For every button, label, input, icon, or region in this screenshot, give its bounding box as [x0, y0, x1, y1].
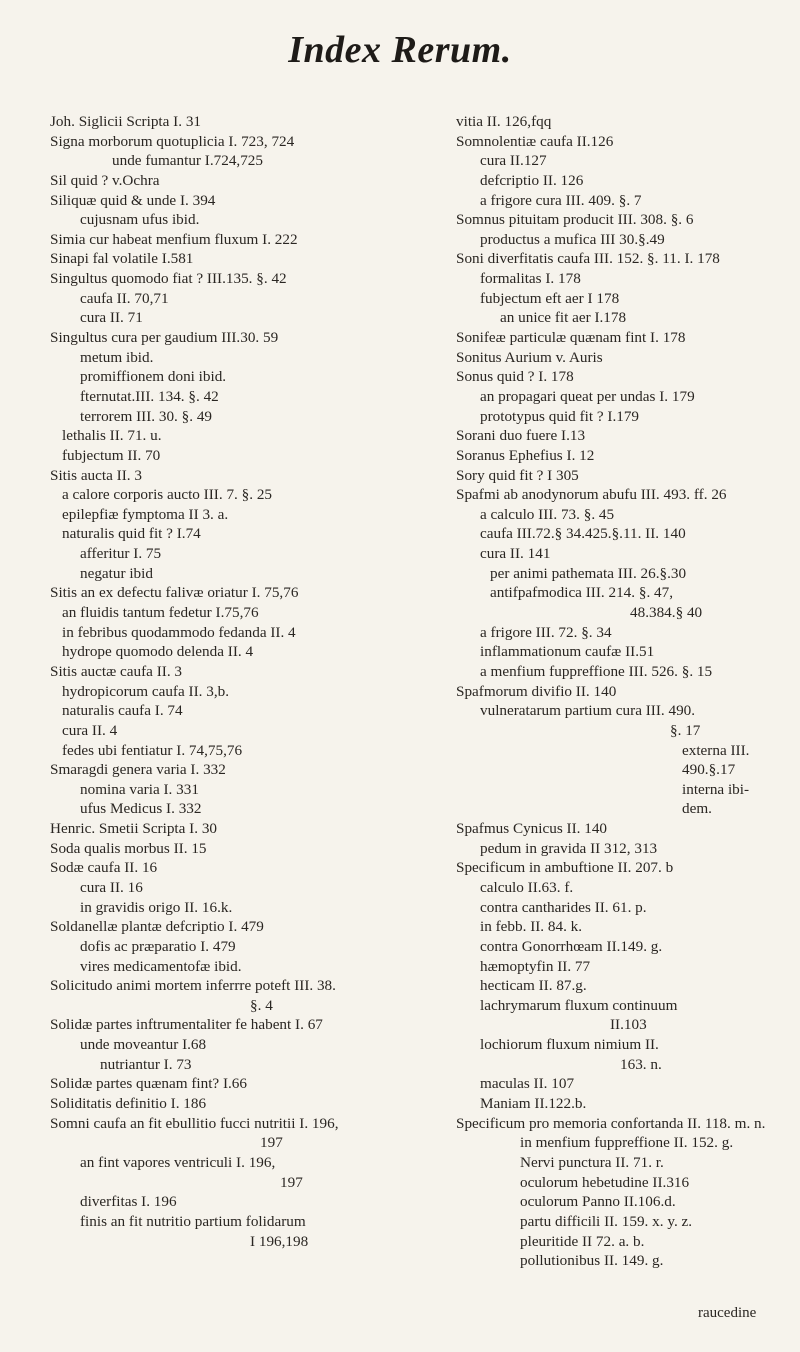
index-entry: fubjectum II. 70 [62, 446, 161, 464]
index-entry: Sonifeæ particulæ quænam fint I. 178 [456, 329, 686, 347]
index-entry: hæmoptyfin II. 77 [480, 957, 591, 975]
index-entry: Sitis aucta II. 3 [50, 466, 142, 484]
right-column [420, 112, 770, 1271]
index-entry: cura II. 4 [62, 721, 118, 739]
index-entry: Sinapi fal volatile I.581 [50, 250, 194, 268]
index-entry: in febb. II. 84. k. [480, 918, 583, 936]
index-entry: caufa II. 70,71 [80, 289, 169, 307]
index-entry: vulneratarum partium cura III. 490. [480, 702, 696, 720]
index-entry: Somnolentiæ caufa II.126 [456, 132, 614, 150]
index-entry: Soldanellæ plantæ defcriptio I. 479 [50, 918, 264, 936]
index-entry: oculorum hebetudine II.316 [520, 1173, 690, 1191]
index-entry: metum ibid. [80, 348, 154, 366]
index-entry: contra cantharides II. 61. p. [480, 898, 647, 916]
index-entry: diverfitas I. 196 [80, 1193, 177, 1211]
index-entry: cura II. 71 [80, 309, 143, 327]
index-entry: fedes ubi fentiatur I. 74,75,76 [62, 741, 243, 759]
index-entry: pedum in gravida II 312, 313 [480, 839, 658, 857]
index-entry: per animi pathemata III. 26.§.30 [490, 564, 687, 582]
index-entry: Sonitus Aurium v. Auris [456, 348, 603, 366]
index-entry: a calore corporis aucto III. 7. §. 25 [62, 486, 273, 504]
index-entry: partu difficili II. 159. x. y. z. [520, 1212, 693, 1230]
index-entry: dem. [682, 800, 712, 818]
index-entry: cujusnam ufus ibid. [80, 211, 200, 229]
index-entry: an unice fit aer I.178 [500, 309, 627, 327]
index-entry: Soni diverfitatis caufa III. 152. §. 11. I. 178 [456, 250, 720, 268]
index-entry: epilepfiæ fymptoma II 3. a. [62, 505, 229, 523]
index-entry: 163. n. [620, 1055, 662, 1073]
index-entry: productus a mufica III 30.§.49 [480, 230, 665, 248]
index-entry: Soliditatis definitio I. 186 [50, 1095, 207, 1113]
index-entry: Sorani duo fuere I.13 [456, 427, 586, 445]
index-entry: an fluidis tantum fedetur I.75,76 [62, 604, 259, 622]
index-entry: nutriantur I. 73 [100, 1055, 192, 1073]
index-entry: Siliquæ quid & unde I. 394 [50, 191, 216, 209]
index-entry: §. 17 [670, 721, 701, 739]
index-entry: naturalis caufa I. 74 [62, 702, 183, 720]
index-entry: vires medicamentofæ ibid. [80, 957, 242, 975]
index-entry: Singultus cura per gaudium III.30. 59 [50, 329, 279, 347]
index-entry: a frigore III. 72. §. 34 [480, 623, 612, 641]
index-entry: defcriptio II. 126 [480, 171, 584, 189]
index-entry: II.103 [610, 1016, 647, 1034]
index-entry: Sitis an ex defectu falivæ oriatur I. 75,76 [50, 584, 299, 602]
index-entry: Solidæ partes inftrumentaliter fe habent I. 67 [50, 1016, 323, 1034]
index-entry: fubjectum eft aer I 178 [480, 289, 620, 307]
index-entry: naturalis quid fit ? I.74 [62, 525, 201, 543]
index-entry: inflammationum caufæ II.51 [480, 643, 655, 661]
index-entry: hydrope quomodo delenda II. 4 [62, 643, 254, 661]
index-entry: Sil quid ? v.Ochra [50, 171, 160, 189]
index-entry: Joh. Siglicii Scripta I. 31 [50, 113, 202, 130]
index-entry: Spafmi ab anodynorum abufu III. 493. ff. 26 [456, 486, 727, 504]
index-entry: antifpafmodica III. 214. §. 47, [490, 584, 674, 602]
index-entry: caufa III.72.§ 34.425.§.11. II. 140 [480, 525, 686, 543]
index-entry: in menfium fuppreffione II. 152. g. [520, 1134, 734, 1152]
index-entry: a calculo III. 73. §. 45 [480, 505, 615, 523]
index-entry: a menfium fuppreffione III. 526. §. 15 [480, 662, 713, 680]
index-entry: terrorem III. 30. §. 49 [80, 407, 213, 425]
index-entry: interna ibi- [682, 780, 750, 798]
index-entry: unde moveantur I.68 [80, 1036, 207, 1054]
index-entry: lethalis II. 71. u. [62, 427, 162, 445]
index-entry: lochiorum fluxum nimium II. [480, 1036, 659, 1054]
index-entry: Sonus quid ? I. 178 [456, 368, 574, 386]
index-entry: unde fumantur I.724,725 [112, 152, 263, 170]
index-entry: Somnus pituitam producit III. 308. §. 6 [456, 211, 694, 229]
index-entry: Soranus Ephefius I. 12 [456, 446, 595, 464]
index-entry: Smaragdi genera varia I. 332 [50, 761, 226, 779]
index-entry: 48.384.§ 40 [630, 604, 703, 622]
index-entry: Henric. Smetii Scripta I. 30 [50, 820, 218, 838]
index-entry: Soda qualis morbus II. 15 [50, 839, 207, 857]
index-entry: I 196,198 [250, 1232, 309, 1250]
index-entry: Specificum in ambuftione II. 207. b [456, 859, 674, 877]
index-entry: Sory quid fit ? I 305 [456, 466, 579, 484]
index-entry: Specificum pro memoria confortanda II. 118. m. n. [456, 1114, 766, 1132]
index-entry: Spafmus Cynicus II. 140 [456, 820, 608, 838]
index-entry: oculorum Panno II.106.d. [520, 1193, 676, 1211]
index-entry: vitia II. 126,fqq [456, 113, 552, 130]
index-entry: promiffionem doni ibid. [80, 368, 227, 386]
index-entry: Nervi punctura II. 71. r. [520, 1153, 664, 1171]
index-entry: Somni caufa an fit ebullitio fucci nutritii I. 196, [50, 1114, 339, 1132]
index-entry: pleuritide II 72. a. b. [520, 1232, 645, 1250]
page-title: Index Rerum. [288, 29, 512, 71]
index-entry: hydropicorum caufa II. 3,b. [62, 682, 230, 700]
index-entry: Sodæ caufa II. 16 [50, 859, 158, 877]
index-entry: negatur ibid [80, 564, 153, 582]
index-entry: finis an fit nutritio partium folidarum [80, 1212, 306, 1230]
index-entry: in gravidis origo II. 16.k. [80, 898, 233, 916]
index-entry: prototypus quid fit ? I.179 [480, 407, 640, 425]
index-entry: 490.§.17 [682, 761, 736, 779]
index-entry: cura II. 16 [80, 878, 143, 896]
index-entry: an propagari queat per undas I. 179 [480, 387, 695, 405]
index-entry: ufus Medicus I. 332 [80, 800, 202, 818]
index-entry: contra Gonorrhœam II.149. g. [480, 937, 663, 955]
index-entry: Spafmorum divifio II. 140 [456, 682, 617, 700]
left-column [50, 112, 390, 1251]
index-entry: an fint vapores ventriculi I. 196, [80, 1153, 276, 1171]
index-entry: a frigore cura III. 409. §. 7 [480, 191, 642, 209]
index-entry: hecticam II. 87.g. [480, 977, 587, 995]
index-entry: dofis ac præparatio I. 479 [80, 937, 236, 955]
index-entry: lachrymarum fluxum continuum [480, 996, 678, 1014]
index-entry: pollutionibus II. 149. g. [520, 1252, 664, 1270]
index-entry: Solidæ partes quænam fint? I.66 [50, 1075, 247, 1093]
index-entry: calculo II.63. f. [480, 878, 574, 896]
index-entry: Simia cur habeat menfium fluxum I. 222 [50, 230, 298, 248]
index-entry: Signa morborum quotuplicia I. 723, 724 [50, 132, 295, 150]
index-entry: fternutat.III. 134. §. 42 [80, 387, 219, 405]
index-entry: cura II.127 [480, 152, 547, 170]
index-entry: maculas II. 107 [480, 1075, 575, 1093]
index-entry: 197 [260, 1134, 283, 1152]
index-entry: Maniam II.122.b. [480, 1095, 587, 1113]
index-entry: cura II. 141 [480, 545, 551, 563]
index-entry: Sitis auctæ caufa II. 3 [50, 662, 183, 680]
catchword: raucedine [698, 1305, 757, 1321]
index-entry: in febribus quodammodo fedanda II. 4 [62, 623, 296, 641]
index-entry: Solicitudo animi mortem inferrre poteft III. 38. [50, 977, 336, 995]
index-entry: externa III. [682, 741, 750, 759]
index-entry: afferitur I. 75 [80, 545, 162, 563]
index-entry: 197 [280, 1173, 303, 1191]
index-entry: nomina varia I. 331 [80, 780, 199, 798]
index-entry: formalitas I. 178 [480, 270, 581, 288]
index-entry: Singultus quomodo fiat ? III.135. §. 42 [50, 270, 287, 288]
index-entry: §. 4 [250, 996, 273, 1014]
